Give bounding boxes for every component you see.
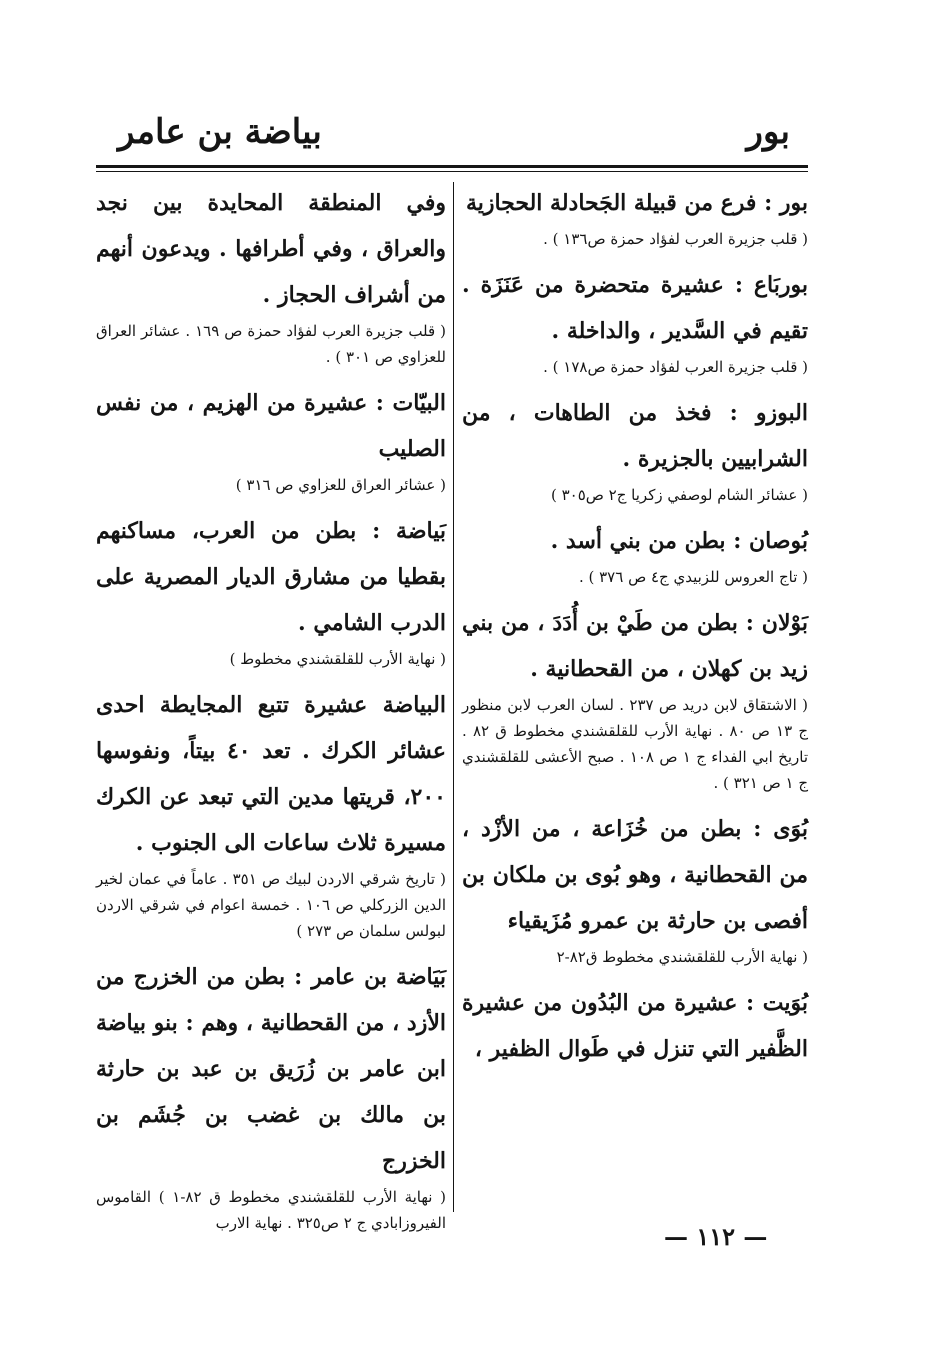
entry-albuzu xyxy=(462,390,808,508)
entry-text: بور : فرع من قبيلة الجَحادلة الحجازية xyxy=(465,190,808,216)
entry-source: ( قلب جزيرة العرب لفؤاد حمزة ص١٣٦ ) . xyxy=(543,230,808,248)
entry-text: بَياضة : بطن من العرب، مساكنهم بقطيا من مشارق الديار المصرية على الدرب الشامي . xyxy=(96,518,446,636)
entry-text: بُوَى : بطن من خُزَاعة ، من الأزْد ، من القحطانية ، وهو بُوى بن ملكان بن أفصى بن حارثة بن عمرو مُزَيقياء xyxy=(462,816,808,934)
entry-text: البيّات : عشيرة من الهزيم ، من نفس الصليب xyxy=(96,390,446,462)
entry-buwa xyxy=(462,806,808,970)
entry-buwait xyxy=(462,980,808,1072)
entry-text: بَيَاضة بن عامر : بطن من الخزرج من الأزد ، من القحطانية ، وهم : بنو بياضة ابن عامر بن زُرَيق بن عبد بن حارثة بن مالك بن غضب بن جُشَم بن الخزرج xyxy=(96,964,446,1174)
entry-text: وفي المنطقة المحايدة بين نجد والعراق ، وفي أطرافها . ويدعون أنهم من أشراف الحجاز . xyxy=(96,190,446,308)
entry-text: بَوْلان : بطن من طَيْ بن أُدَدَ ، من بني زيد بن كهلان ، من القحطانية . xyxy=(462,610,808,682)
entry-burbaa xyxy=(462,262,808,380)
right-column xyxy=(462,180,808,1082)
entry-source: ( نهاية الأرب للقلقشندي مخطوط ) xyxy=(229,650,446,668)
entry-source: ( قلب جزيرة العرب لفؤاد حمزة ص ١٦٩ . عشائر العراق للعزاوي ص ٣٠١ ) . xyxy=(96,322,447,366)
entry-text: بُوَيت : عشيرة من البُدُون من عشيرة الظَّفير التي تنزل في طَوال الظفير ، xyxy=(462,990,808,1062)
entry-busan xyxy=(462,518,808,590)
entry-text: بُوصان : بطن من بني أسد . xyxy=(550,528,808,554)
entry-source: ( تاج العروس للزبيدي ج٤ ص ٣٧٦ ) . xyxy=(578,568,808,586)
entry-bur xyxy=(462,180,808,252)
entry-continuation xyxy=(96,180,446,370)
header-rule-thick xyxy=(96,165,808,168)
entry-source: ( الاشتقاق لابن دريد ص ٢٣٧ . لسان العرب لابن منظور ج ١٣ ص ٨٠ . نهاية الأرب للقلقشندي مخطوط ق ٨٢ . تاريخ ابي الفداء ج ١ ص ١٠٨ . صبح الأعشى للقلقشندي ج ١ ص ٣٢١ ) . xyxy=(462,696,809,792)
running-head-right: بور xyxy=(746,112,790,152)
running-head-left: بياضة بن عامر xyxy=(118,112,322,152)
entry-text: البوزو : فخذ من الطاهات ، من الشرابيين بالجزيرة . xyxy=(462,400,808,472)
column-divider xyxy=(453,182,454,1212)
entry-source: ( قلب جزيرة العرب لفؤاد حمزة ص١٧٨ ) . xyxy=(543,358,808,376)
entry-source: ( نهاية الأرب للقلقشندي مخطوط ق٨٢-٢ xyxy=(556,948,808,966)
entry-source: ( عشائر الشام لوصفي زكريا ج٢ ص٣٠٥ ) xyxy=(550,486,808,504)
entry-bawlan xyxy=(462,600,808,796)
page-number: — ١١٢ — xyxy=(664,1222,768,1251)
entry-bayada xyxy=(96,508,446,672)
entry-source: ( تاريخ شرقي الاردن لبيك ص ٣٥١ . عاماً في عمان لخير الدين الزركلي ص ١٠٦ . خمسة اعوام في شرقي الاردن لبولس سلمان ص ٢٧٣ ) xyxy=(96,870,447,940)
left-column xyxy=(96,180,446,1246)
entry-albayada xyxy=(96,682,446,944)
entry-bayada-bin-amir xyxy=(96,954,446,1236)
entry-text: بوربَاع : عشيرة متحضرة من عَنَزَة . تقيم في السَّدير ، والداخلة . xyxy=(462,272,808,344)
header-rule-thin xyxy=(96,171,808,172)
entry-source: ( نهاية الأرب للقلقشندي مخطوط ق ٨٢-١ ) القاموس الفيروزابادي ج ٢ ص٣٢٥ . نهاية الارب xyxy=(96,1188,446,1232)
entry-albayyat xyxy=(96,380,446,498)
entry-source: ( عشائر العراق للعزاوي ص ٣١٦ ) xyxy=(235,476,446,494)
entry-text: البياضة عشيرة تتبع المجايطة احدى عشائر الكرك . تعد ٤٠ بيتاً، ونفوسها ٢٠٠، قريتها مدين التي تبعد عن الكرك مسيرة ثلاث ساعات الى الجنوب . xyxy=(96,692,446,856)
